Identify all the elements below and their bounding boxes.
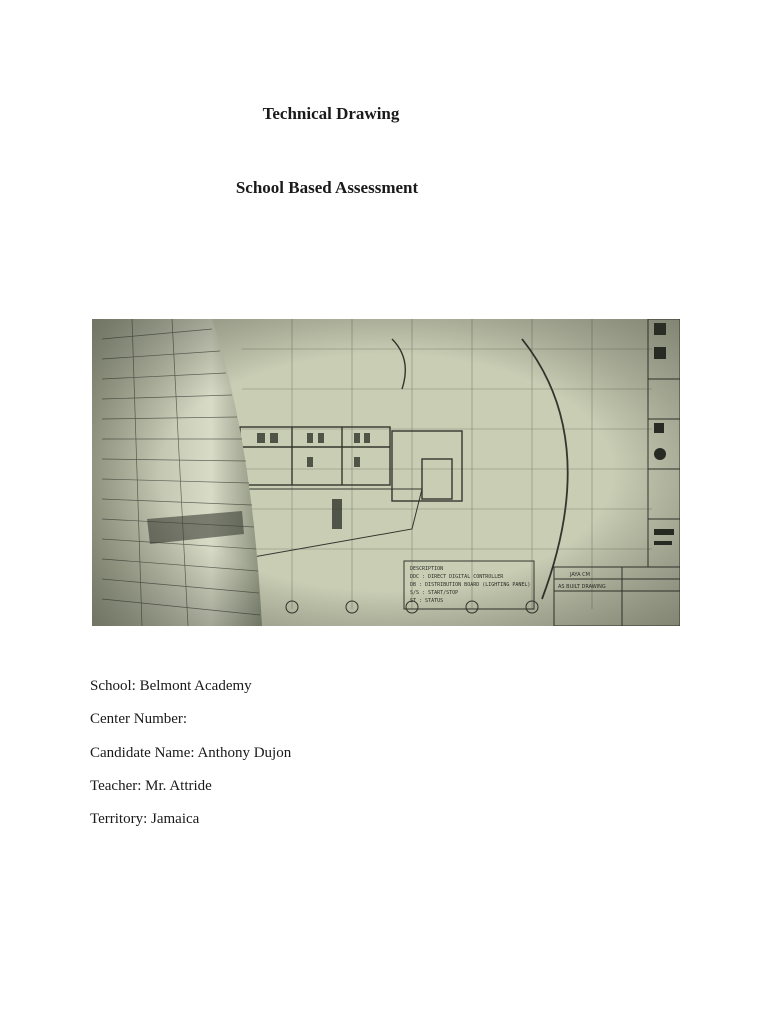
candidate-name-line: Candidate Name: Anthony Dujon — [90, 744, 292, 761]
document-title: Technical Drawing — [262, 104, 400, 123]
center-number-line: Center Number: — [90, 711, 188, 728]
teacher-line: Teacher: Mr. Attride — [90, 777, 212, 794]
candidate-info — [90, 676, 291, 842]
blueprint-image — [92, 319, 680, 626]
territory-line: Territory: Jamaica — [90, 811, 200, 828]
school-line: School: Belmont Academy — [90, 678, 252, 694]
document-subtitle: School Based Assessment — [235, 178, 419, 197]
